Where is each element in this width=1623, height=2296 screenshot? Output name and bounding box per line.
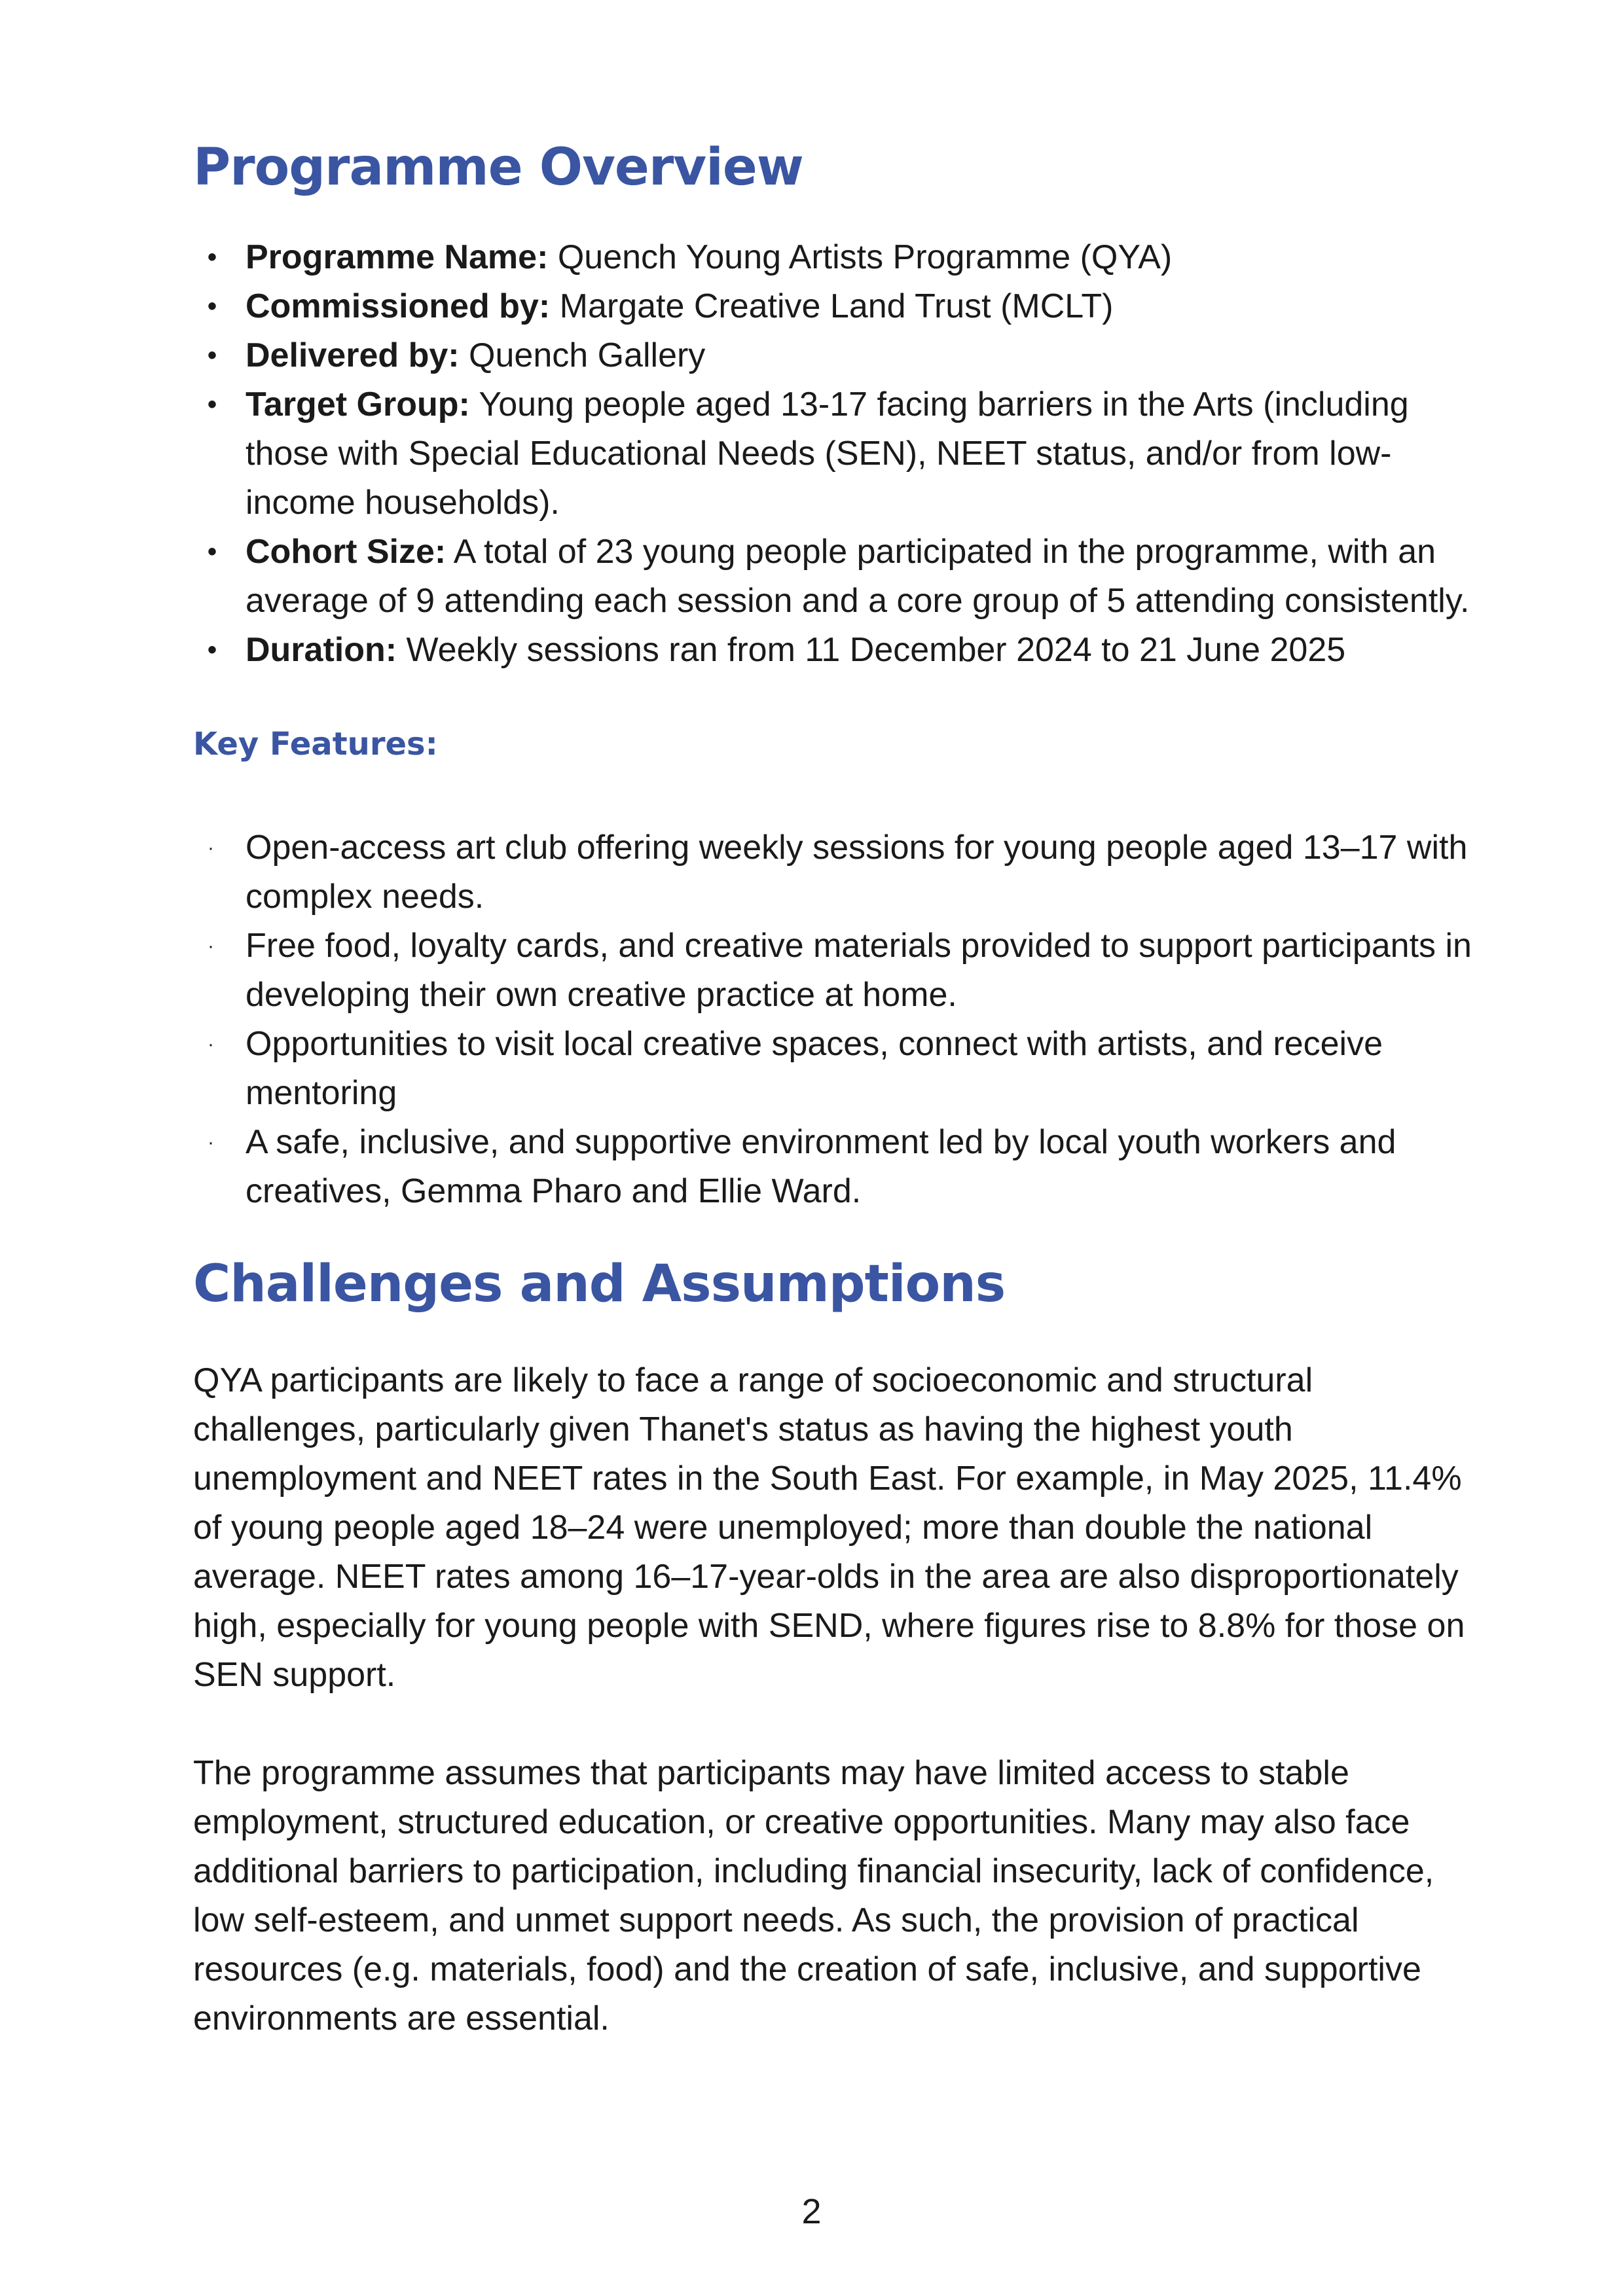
challenges-paragraph: QYA participants are likely to face a range of socioeconomic and structural challenges, particularly given Thanet's status as having the highest youth unemployment and NEET rates in the South East. For example, in May 2025, 11.4% of young people aged 18–24 were unemployed; more than double the national average. NEET rates among 16–17-year-olds in the area are also disproportionately high, especially for young people with SEND, where figures rise to 8.8% for those on SEN support. <box>193 1361 1465 1694</box>
item-text: Quench Gallery <box>459 336 706 374</box>
item-label: Target Group: <box>246 385 470 423</box>
item-text: Open-access art club offering weekly sessions for young people aged 13–17 with complex needs. <box>246 829 1468 916</box>
page-number: 2 <box>801 2192 822 2231</box>
bullet-icon: · <box>208 935 214 958</box>
programme-overview-heading: Programme Overview <box>193 138 803 197</box>
challenges-heading: Challenges and Assumptions <box>193 1255 1006 1314</box>
bullet-icon: • <box>208 340 217 370</box>
item-text: Opportunities to visit local creative spaces, connect with artists, and receive mentoring <box>246 1025 1383 1113</box>
bullet-icon: • <box>208 242 217 272</box>
list-item <box>193 380 1476 528</box>
document-page <box>193 137 1476 2043</box>
item-text: Quench Young Artists Programme (QYA) <box>548 238 1173 276</box>
overview-list <box>193 233 1476 675</box>
assumptions-paragraph: The programme assumes that participants may have limited access to stable employment, structured education, or creative opportunities. Many may also face additional barriers to participation, including financial insecurity, lack of confidence, low self-esteem, and unmet support needs. As such, the provision of practical resources (e.g. materials, food) and the creation of safe, inclusive, and supportive environments are essential. <box>193 1753 1434 2037</box>
key-features-heading: Key Features: <box>193 725 438 762</box>
list-item <box>193 282 1476 331</box>
bullet-icon: · <box>208 1033 214 1056</box>
bullet-icon: • <box>208 537 217 566</box>
item-text: Free food, loyalty cards, and creative materials provided to support participants in developing their own creative practice at home. <box>246 927 1472 1014</box>
list-item <box>193 626 1476 675</box>
bullet-icon: • <box>208 635 217 664</box>
item-text: Weekly sessions ran from 11 December 2024 to 21 June 2025 <box>397 630 1346 669</box>
list-item <box>193 1118 1476 1216</box>
item-text: A total of 23 young people participated in the programme, with an average of 9 attending each session and a core group of 5 attending consistently. <box>246 532 1470 620</box>
list-item <box>193 823 1476 922</box>
item-label: Delivered by: <box>246 336 460 374</box>
item-text: Margate Creative Land Trust (MCLT) <box>550 287 1114 325</box>
item-text: A safe, inclusive, and supportive environment led by local youth workers and creatives, Gemma Pharo and Ellie Ward. <box>246 1123 1396 1211</box>
item-text: Young people aged 13-17 facing barriers in the Arts (including those with Special Educational Needs (SEN), NEET status, and/or from low-income households). <box>246 385 1409 522</box>
item-label: Commissioned by: <box>246 287 551 325</box>
item-label: Cohort Size: <box>246 532 447 571</box>
bullet-icon: • <box>208 291 217 321</box>
list-item <box>193 922 1476 1020</box>
list-item <box>193 233 1476 282</box>
bullet-icon: · <box>208 837 214 859</box>
bullet-icon: · <box>208 1132 214 1154</box>
list-item <box>193 331 1476 380</box>
features-list <box>193 823 1476 1216</box>
item-label: Programme Name: <box>246 238 549 276</box>
list-item <box>193 528 1476 626</box>
bullet-icon: • <box>208 389 217 419</box>
list-item <box>193 1020 1476 1118</box>
item-label: Duration: <box>246 630 397 669</box>
